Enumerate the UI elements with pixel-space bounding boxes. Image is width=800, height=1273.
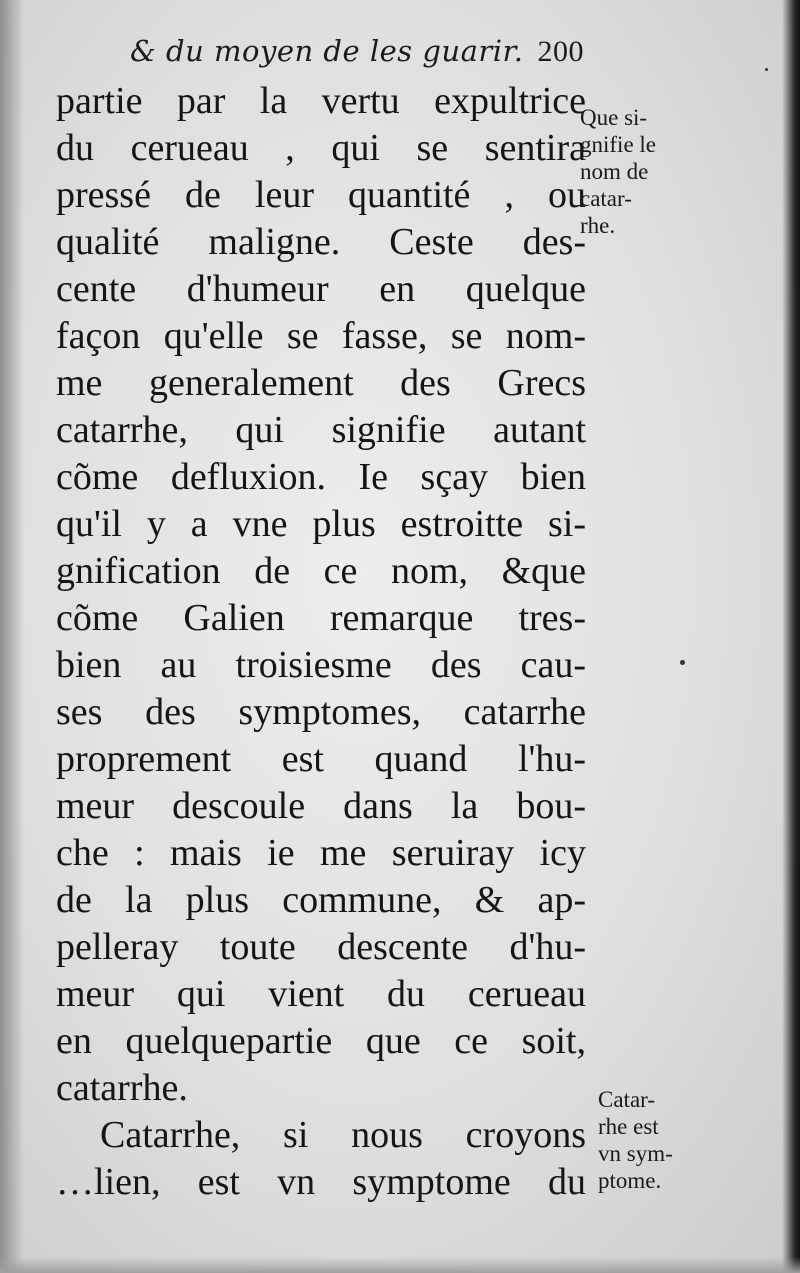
paper-blemish bbox=[765, 68, 768, 71]
page-edge bbox=[782, 0, 800, 1273]
text-line: en quelquepartie que ce soit, bbox=[56, 1020, 586, 1062]
text-line: catarrhe, qui signifie autant bbox=[56, 409, 586, 451]
text-line: ses des symptomes, catarrhe bbox=[56, 691, 586, 733]
text-line: pelleray toute descente d'hu- bbox=[56, 926, 586, 968]
running-title: & du moyen de les guarir. bbox=[130, 34, 524, 68]
page-number: 200 bbox=[537, 35, 584, 68]
text-line: du cerueau , qui se sentira bbox=[56, 127, 586, 169]
text-line: cõme Galien remarque tres- bbox=[56, 597, 586, 639]
margin-note-line: rhe. bbox=[580, 213, 616, 238]
text-line: meur qui vient du cerueau bbox=[56, 973, 586, 1015]
margin-note-line: Que si- bbox=[580, 105, 648, 130]
margin-note-line: Catar- bbox=[598, 1087, 656, 1112]
text-line: Catarrhe, si nous croyons bbox=[100, 1114, 586, 1156]
text-line: de la plus commune, & ap- bbox=[56, 879, 586, 921]
text-line: che : mais ie me seruiray icy bbox=[56, 832, 586, 874]
margin-note-line: vn sym- bbox=[598, 1141, 673, 1166]
paper-blemish bbox=[680, 660, 685, 665]
margin-note-line: rhe est bbox=[598, 1114, 659, 1139]
main-text-column bbox=[56, 78, 586, 1206]
margin-note-line: gnifie le bbox=[580, 132, 656, 157]
text-line: …lien, est vn symptome du bbox=[56, 1161, 586, 1203]
text-line: qualité maligne. Ceste des- bbox=[56, 221, 586, 263]
page-bottom-edge bbox=[0, 1257, 800, 1273]
text-line: partie par la vertu expultrice bbox=[56, 80, 586, 122]
text-line: me generalement des Grecs bbox=[56, 362, 586, 404]
text-line: pressé de leur quantité , ou bbox=[56, 174, 586, 216]
text-line: meur descoule dans la bou- bbox=[56, 785, 586, 827]
text-line: catarrhe. bbox=[56, 1067, 188, 1109]
text-line: façon qu'elle se fasse, se nom- bbox=[56, 315, 586, 357]
margin-note-line: nom de bbox=[580, 159, 649, 184]
text-line: cõme defluxion. Ie sçay bien bbox=[56, 456, 586, 498]
text-line: qu'il y a vne plus estroitte si- bbox=[56, 503, 586, 545]
text-line: gnification de ce nom, &que bbox=[56, 550, 586, 592]
margin-note-line: ptome. bbox=[598, 1168, 662, 1193]
text-line: bien au troisiesme des cau- bbox=[56, 644, 586, 686]
text-line: proprement est quand l'hu- bbox=[56, 738, 586, 780]
text-line: cente d'humeur en quelque bbox=[56, 268, 586, 310]
gutter-shadow bbox=[0, 0, 24, 1273]
margin-note-line: catar- bbox=[580, 186, 632, 211]
margin-note bbox=[580, 104, 656, 239]
margin-note bbox=[598, 1086, 673, 1194]
running-header bbox=[130, 34, 584, 69]
